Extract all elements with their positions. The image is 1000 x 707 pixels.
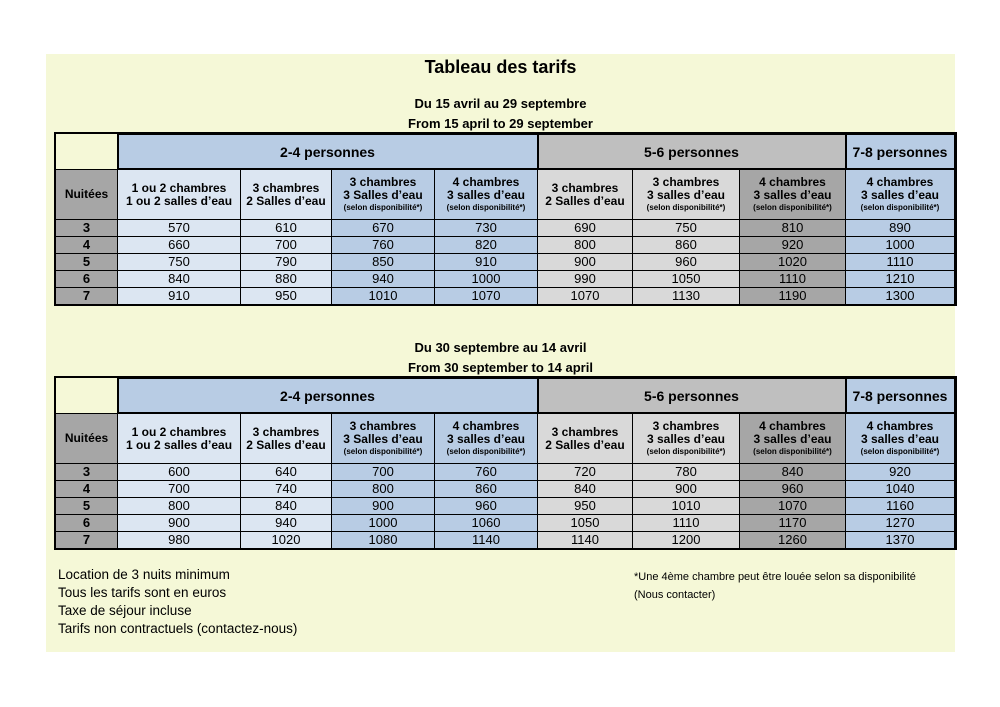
- condition-item: Location de 3 nuits minimum: [58, 567, 230, 582]
- price-cell: 760: [435, 464, 538, 481]
- table-row: [56, 498, 955, 515]
- header-bathrooms: 3 salles d’eau: [446, 432, 526, 446]
- column-header-row: [56, 413, 955, 464]
- group-header: 7-8 personnes: [846, 134, 955, 169]
- price-cell: 1190: [740, 288, 846, 305]
- header-bathrooms: 3 salles d’eau: [446, 188, 526, 202]
- table-row: [56, 271, 955, 288]
- column-header: [846, 413, 955, 464]
- price-cell: 1110: [633, 515, 740, 532]
- price-cell: 900: [633, 481, 740, 498]
- header-rooms: 3 chambres: [349, 419, 417, 433]
- price-cell: 960: [435, 498, 538, 515]
- nights-header: Nuitées: [56, 169, 118, 220]
- header-bathrooms: 2 Salles d’eau: [545, 193, 625, 208]
- price-table: [55, 133, 956, 305]
- price-cell: 750: [118, 254, 241, 271]
- price-cell: 800: [538, 237, 633, 254]
- price-cell: 1140: [435, 532, 538, 549]
- table-row: [56, 220, 955, 237]
- price-cell: 600: [118, 464, 241, 481]
- header-rooms: 4 chambres: [866, 175, 934, 189]
- header-bathrooms: 3 salles d’eau: [646, 188, 726, 202]
- group-header: 5-6 personnes: [538, 378, 846, 413]
- header-note: (selon disponibilité*): [343, 203, 423, 212]
- header-bathrooms: 3 Salles d’eau: [343, 188, 423, 202]
- group-header: 2-4 personnes: [118, 134, 538, 169]
- price-cell: 1070: [538, 288, 633, 305]
- column-header: [118, 413, 241, 464]
- price-cell: 920: [846, 464, 955, 481]
- price-cell: 760: [332, 237, 435, 254]
- nights-cell: 6: [56, 515, 118, 532]
- price-cell: 940: [241, 515, 332, 532]
- price-cell: 1170: [740, 515, 846, 532]
- header-rooms: 4 chambres: [452, 419, 520, 433]
- column-header: [633, 413, 740, 464]
- price-table: [55, 377, 956, 549]
- price-cell: 700: [241, 237, 332, 254]
- price-cell: 1060: [435, 515, 538, 532]
- price-cell: 1300: [846, 288, 955, 305]
- price-cell: 800: [118, 498, 241, 515]
- table-row: [56, 481, 955, 498]
- condition-item: Tarifs non contractuels (contactez-nous): [58, 621, 298, 636]
- column-header-row: [56, 169, 955, 220]
- condition-item: Tous les tarifs sont en euros: [58, 585, 227, 600]
- price-cell: 800: [332, 481, 435, 498]
- header-bathrooms: 3 salles d’eau: [753, 432, 832, 446]
- price-cell: 1000: [846, 237, 955, 254]
- price-cell: 960: [633, 254, 740, 271]
- price-cell: 670: [332, 220, 435, 237]
- price-cell: 610: [241, 220, 332, 237]
- header-note: (selon disponibilité*): [446, 203, 526, 212]
- price-cell: 1070: [435, 288, 538, 305]
- header-bathrooms: 1 ou 2 salles d’eau: [125, 437, 233, 452]
- group-header-row: [56, 378, 955, 413]
- price-cell: 990: [538, 271, 633, 288]
- header-note: (selon disponibilité*): [646, 447, 726, 456]
- nights-cell: 7: [56, 532, 118, 549]
- price-cell: 940: [332, 271, 435, 288]
- nights-header: Nuitées: [56, 413, 118, 464]
- column-header: [740, 413, 846, 464]
- group-header: 2-4 personnes: [118, 378, 538, 413]
- header-bathrooms: 1 ou 2 salles d’eau: [125, 193, 233, 208]
- header-rooms: 4 chambres: [759, 175, 826, 189]
- table-row: [56, 464, 955, 481]
- price-cell: 1040: [846, 481, 955, 498]
- header-bathrooms: 2 Salles d’eau: [545, 437, 625, 452]
- header-rooms: 3 chambres: [349, 175, 417, 189]
- price-cell: 700: [332, 464, 435, 481]
- period-en: From 30 september to 14 april: [408, 360, 593, 375]
- column-header: [118, 169, 241, 220]
- price-cell: 1270: [846, 515, 955, 532]
- header-note: (selon disponibilité*): [860, 447, 940, 456]
- price-cell: 1260: [740, 532, 846, 549]
- nights-cell: 5: [56, 498, 118, 515]
- table-row: [56, 237, 955, 254]
- group-header: 7-8 personnes: [846, 378, 955, 413]
- nights-cell: 6: [56, 271, 118, 288]
- empty-corner: [56, 134, 118, 169]
- header-bathrooms: 3 Salles d’eau: [343, 432, 423, 446]
- price-cell: 730: [435, 220, 538, 237]
- table-row: [56, 515, 955, 532]
- nights-cell: 4: [56, 481, 118, 498]
- price-cell: 1210: [846, 271, 955, 288]
- price-cell: 850: [332, 254, 435, 271]
- price-cell: 950: [538, 498, 633, 515]
- table-row: [56, 288, 955, 305]
- header-bathrooms: 2 Salles d’eau: [246, 193, 326, 208]
- price-cell: 910: [435, 254, 538, 271]
- header-rooms: 3 chambres: [551, 180, 619, 195]
- header-rooms: 3 chambres: [652, 175, 720, 189]
- price-cell: 900: [332, 498, 435, 515]
- header-bathrooms: 2 Salles d’eau: [246, 437, 326, 452]
- header-note: (selon disponibilité*): [753, 447, 832, 456]
- nights-cell: 3: [56, 464, 118, 481]
- period-fr: Du 15 avril au 29 septembre: [414, 96, 587, 111]
- price-cell: 1200: [633, 532, 740, 549]
- price-cell: 890: [846, 220, 955, 237]
- column-header: [633, 169, 740, 220]
- price-cell: 1010: [332, 288, 435, 305]
- column-header: [538, 413, 633, 464]
- group-header-row: [56, 134, 955, 169]
- column-header: [241, 169, 332, 220]
- price-cell: 840: [538, 481, 633, 498]
- column-header: [740, 169, 846, 220]
- header-rooms: 1 ou 2 chambres: [131, 424, 227, 439]
- header-note: (selon disponibilité*): [343, 447, 423, 456]
- header-rooms: 3 chambres: [652, 419, 720, 433]
- header-bathrooms: 3 salles d’eau: [860, 188, 940, 202]
- column-header: [241, 413, 332, 464]
- period-en: From 15 april to 29 september: [408, 116, 593, 131]
- empty-corner: [56, 378, 118, 413]
- price-cell: 860: [633, 237, 740, 254]
- price-cell: 1020: [740, 254, 846, 271]
- price-cell: 840: [241, 498, 332, 515]
- price-cell: 820: [435, 237, 538, 254]
- price-cell: 980: [118, 532, 241, 549]
- table-row: [56, 254, 955, 271]
- price-cell: 1110: [740, 271, 846, 288]
- column-header: [435, 169, 538, 220]
- price-cell: 840: [118, 271, 241, 288]
- price-cell: 1050: [633, 271, 740, 288]
- header-rooms: 4 chambres: [452, 175, 520, 189]
- header-note: (selon disponibilité*): [646, 203, 726, 212]
- price-cell: 660: [118, 237, 241, 254]
- price-cell: 810: [740, 220, 846, 237]
- nights-cell: 5: [56, 254, 118, 271]
- nights-cell: 4: [56, 237, 118, 254]
- footnote-line: (Nous contacter): [634, 589, 716, 601]
- price-cell: 900: [538, 254, 633, 271]
- conditions-list: [58, 566, 297, 638]
- price-cell: 1050: [538, 515, 633, 532]
- price-cell: 910: [118, 288, 241, 305]
- group-header: 5-6 personnes: [538, 134, 846, 169]
- price-cell: 1370: [846, 532, 955, 549]
- column-header: [538, 169, 633, 220]
- price-cell: 700: [118, 481, 241, 498]
- price-cell: 950: [241, 288, 332, 305]
- price-cell: 1160: [846, 498, 955, 515]
- header-bathrooms: 3 salles d’eau: [753, 188, 832, 202]
- price-cell: 840: [740, 464, 846, 481]
- price-cell: 860: [435, 481, 538, 498]
- price-cell: 1070: [740, 498, 846, 515]
- header-rooms: 3 chambres: [252, 424, 320, 439]
- header-note: (selon disponibilité*): [753, 203, 832, 212]
- column-header: [435, 413, 538, 464]
- price-cell: 790: [241, 254, 332, 271]
- header-bathrooms: 3 salles d’eau: [860, 432, 940, 446]
- column-header: [332, 413, 435, 464]
- header-note: (selon disponibilité*): [446, 447, 526, 456]
- price-cell: 960: [740, 481, 846, 498]
- header-rooms: 4 chambres: [866, 419, 934, 433]
- nights-cell: 7: [56, 288, 118, 305]
- price-cell: 740: [241, 481, 332, 498]
- price-cell: 1130: [633, 288, 740, 305]
- price-cell: 920: [740, 237, 846, 254]
- price-cell: 1080: [332, 532, 435, 549]
- column-header: [332, 169, 435, 220]
- footnote: [634, 568, 916, 604]
- page-title: Tableau des tarifs: [424, 57, 577, 77]
- price-cell: 1010: [633, 498, 740, 515]
- price-cell: 780: [633, 464, 740, 481]
- footnote-line: *Une 4ème chambre peut être louée selon sa disponibilité: [634, 571, 916, 583]
- header-rooms: 3 chambres: [252, 180, 320, 195]
- price-cell: 690: [538, 220, 633, 237]
- price-cell: 1000: [435, 271, 538, 288]
- period-fr: Du 30 septembre au 14 avril: [414, 340, 587, 355]
- price-cell: 1020: [241, 532, 332, 549]
- nights-cell: 3: [56, 220, 118, 237]
- price-cell: 1110: [846, 254, 955, 271]
- condition-item: Taxe de séjour incluse: [58, 603, 192, 618]
- header-rooms: 1 ou 2 chambres: [131, 180, 227, 195]
- header-bathrooms: 3 salles d’eau: [646, 432, 726, 446]
- price-cell: 570: [118, 220, 241, 237]
- header-rooms: 3 chambres: [551, 424, 619, 439]
- column-header: [846, 169, 955, 220]
- price-cell: 750: [633, 220, 740, 237]
- price-cell: 880: [241, 271, 332, 288]
- header-rooms: 4 chambres: [759, 419, 826, 433]
- price-cell: 1000: [332, 515, 435, 532]
- table-row: [56, 532, 955, 549]
- price-cell: 640: [241, 464, 332, 481]
- price-cell: 900: [118, 515, 241, 532]
- header-note: (selon disponibilité*): [860, 203, 940, 212]
- price-cell: 1140: [538, 532, 633, 549]
- price-cell: 720: [538, 464, 633, 481]
